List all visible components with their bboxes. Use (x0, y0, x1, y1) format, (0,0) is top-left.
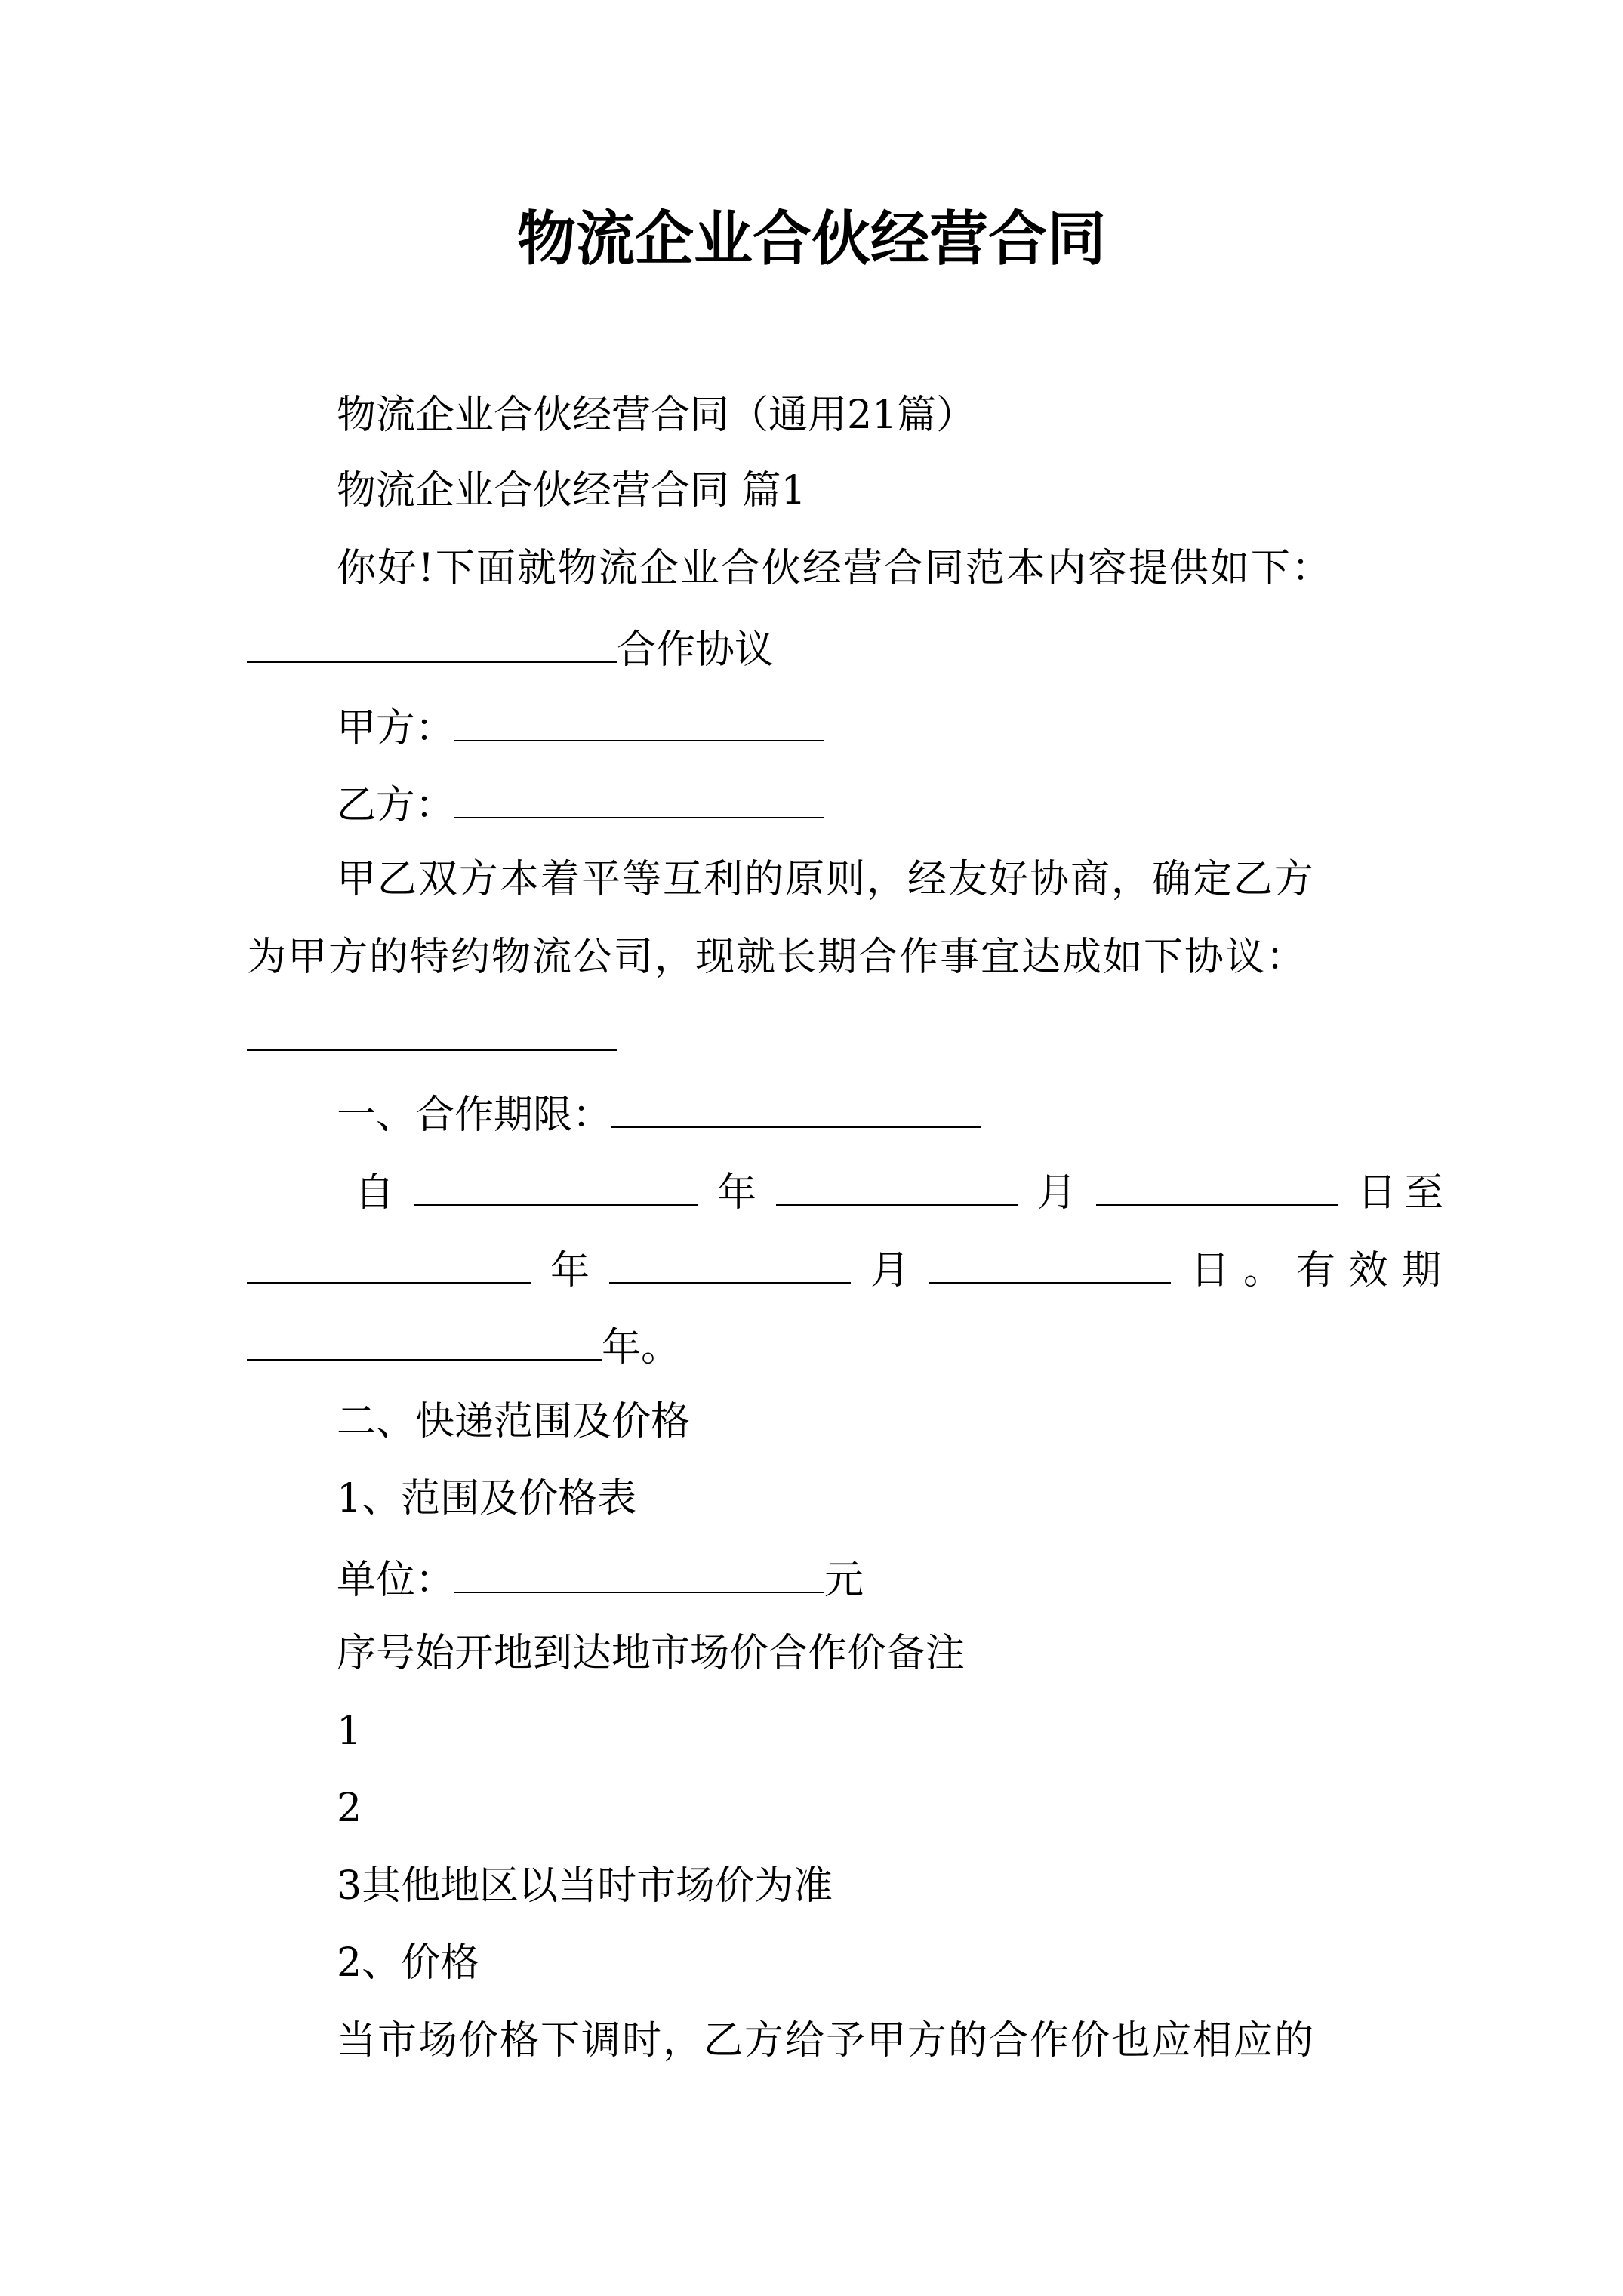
section-1-heading: 一、合作期限： (337, 1093, 612, 1138)
section-2-heading: 二、快递范围及价格 (337, 1399, 691, 1444)
table-row-2: 2 (337, 1786, 362, 1831)
unit-line (0, 1539, 1623, 1614)
period-line-3 (0, 1306, 1623, 1382)
subsection-1-heading: 1、范围及价格表 (337, 1476, 637, 1521)
chapter-heading: 物流企业合伙经营合同 篇1 (337, 468, 806, 513)
party-b-line (0, 764, 1623, 840)
blank-field (776, 1151, 1018, 1206)
month-label: 月 (870, 1248, 910, 1293)
day-valid-label: 日。有效期 (1190, 1248, 1455, 1293)
blank-field (247, 1306, 602, 1361)
party-a-line (0, 687, 1623, 763)
blank-field (609, 1229, 851, 1284)
document-title: 物流企业合伙经营合同 (516, 205, 1106, 273)
blank-field (929, 1229, 1171, 1284)
table-row-3: 3其他地区以当时市场价为准 (337, 1863, 833, 1909)
paragraph-line: 当市场价格下调时，乙方给予甲方的合作价也应相应的 (337, 2018, 1316, 2063)
day-to-label: 日至 (1357, 1170, 1452, 1216)
blank-line (0, 997, 1623, 1072)
blank-field (454, 764, 824, 818)
section-1-line (0, 1074, 1623, 1149)
month-label: 月 (1037, 1170, 1077, 1216)
paragraph-line: 为甲方的特约物流公司，现就长期合作事宜达成如下协议： (247, 935, 1307, 980)
blank-field (611, 1074, 981, 1128)
paragraph-line: 甲乙双方本着平等互利的原则，经友好协商，确定乙方 (337, 857, 1316, 902)
from-label: 自 (355, 1170, 395, 1216)
unit-label: 单位： (337, 1558, 455, 1603)
party-a-label: 甲方： (337, 706, 455, 751)
agreement-line (0, 609, 1623, 684)
year-label: 年 (717, 1170, 757, 1216)
year-label: 年 (550, 1248, 590, 1293)
blank-field (454, 687, 824, 741)
blank-field (454, 1539, 824, 1593)
blank-field (247, 997, 617, 1051)
party-b-label: 乙方： (337, 783, 455, 828)
subsection-2-heading: 2、价格 (337, 1940, 480, 1986)
period-line-2 (0, 1229, 1623, 1305)
period-line-1 (0, 1151, 1623, 1227)
blank-field (247, 609, 617, 663)
year-end-label: 年。 (602, 1325, 681, 1370)
blank-field (414, 1151, 698, 1206)
yuan-label: 元 (824, 1558, 864, 1603)
agreement-label: 合作协议 (617, 627, 775, 673)
table-header: 序号始开地到达地市场价合作价备注 (337, 1631, 965, 1676)
subtitle: 物流企业合伙经营合同（通用21篇） (337, 393, 976, 438)
blank-field (247, 1229, 531, 1284)
table-row-1: 1 (337, 1709, 362, 1754)
intro-text: 你好!下面就物流企业合伙经营合同范本内容提供如下： (337, 546, 1332, 591)
blank-field (1096, 1151, 1338, 1206)
